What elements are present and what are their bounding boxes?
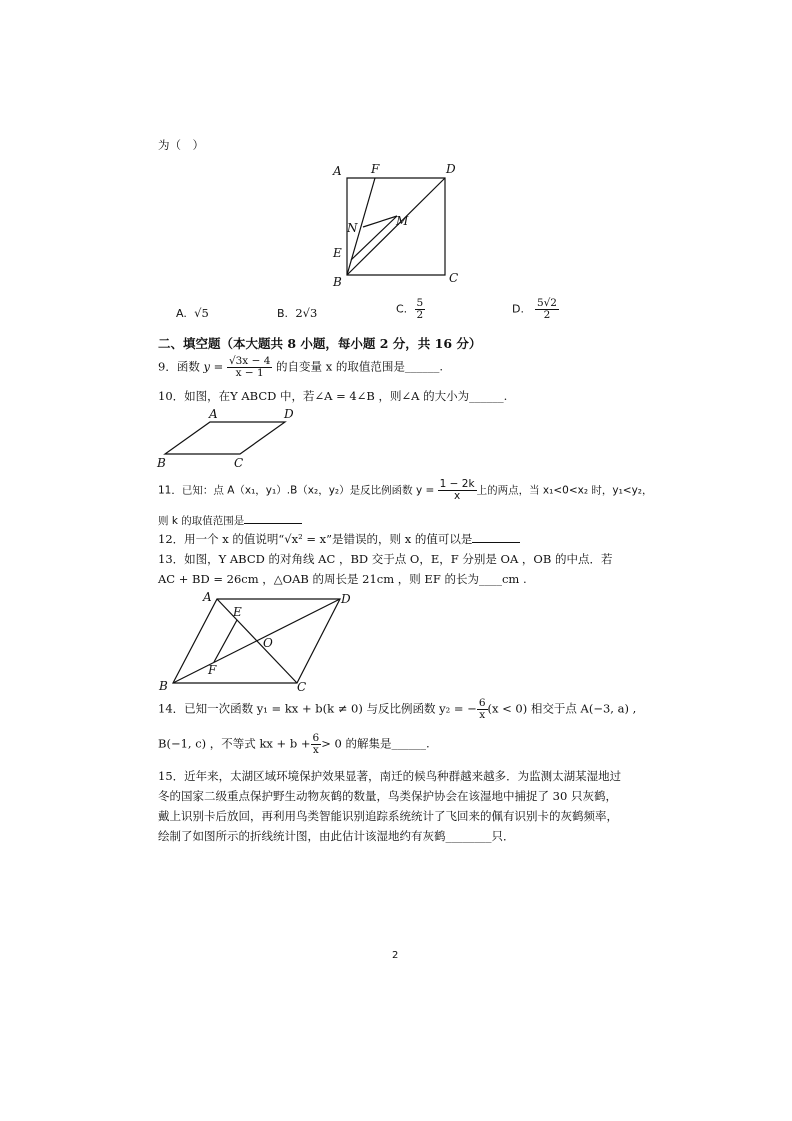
option-a: A. √5	[176, 306, 209, 320]
label-c: C	[297, 680, 307, 694]
label-b: B	[159, 679, 168, 693]
label-e: E	[333, 246, 342, 260]
q10: 10．如图，在Y ABCD 中，若∠A = 4∠B ，则∠A 的大小为______.	[158, 389, 508, 403]
q11-line1: 11．已知：点 A（x₁，y₁）.B（x₂，y₂）是反比例函数 y = $\frac{1 - 2k}{x}$ 上的两点，当 x₁<0<x₂ 时，y₁<y₂，	[158, 478, 653, 502]
label-d: D	[341, 592, 351, 606]
label-a: A	[203, 590, 212, 604]
q15-line2: 冬的国家二级重点保护野生动物灰鹤的数量，鸟类保护协会在该湿地中捕捉了 30 只灰鹤，	[158, 789, 617, 803]
label-o: O	[263, 636, 273, 650]
label-b: B	[157, 456, 166, 470]
q14-line1: 14．已知一次函数 y₁ = kx + b(k ≠ 0) 与反比例函数 y₂ = − $\frac{6}{x}$ (x < 0) 相交于点 A(−3, a) ,	[158, 697, 637, 721]
q13-figure	[155, 587, 365, 697]
q12: 12．用一个 x 的值说明“√x² = x”是错误的，则 x 的值可以是	[158, 531, 520, 547]
q8-tail: 为（ ）	[158, 138, 204, 152]
page-number: 2	[392, 950, 399, 961]
label-m: M	[396, 214, 409, 228]
q14-line2: B(−1, c) ，不等式 kx + b + $\frac{6}{x}$ > 0 的解集是______.	[158, 732, 430, 756]
q13-line1: 13．如图，Y ABCD 的对角线 AC ，BD 交于点 O，E，F 分别是 OA ，OB 的中点．若	[158, 552, 613, 566]
label-c: C	[449, 271, 459, 285]
label-b: B	[333, 275, 342, 289]
q15-line1: 15．近年来，太湖区域环境保护效果显著，南迁的候鸟种群越来越多．为监测太湖某湿地过	[158, 769, 622, 783]
label-a: A	[333, 164, 342, 178]
option-c: C. $\frac{5}{2}$	[396, 297, 424, 321]
q15-line3: 戴上识别卡后放回，再利用鸟类智能识别追踪系统统计了飞回来的佩有识别卡的灰鹤频率，	[158, 809, 618, 823]
q13-line2: AC + BD = 26cm ，△OAB 的周长是 21cm ，则 EF 的长为____cm .	[158, 572, 527, 586]
q15-line4: 绘制了如图所示的折线统计图，由此估计该湿地约有灰鹤________只．	[158, 829, 515, 843]
label-f: F	[371, 162, 380, 176]
label-n: N	[347, 221, 358, 235]
label-d: D	[284, 407, 294, 421]
label-e: E	[233, 605, 242, 619]
q10-figure	[155, 404, 315, 474]
label-a: A	[209, 407, 218, 421]
q11-line2: 则 k 的取值范围是	[158, 513, 302, 528]
label-c: C	[234, 456, 244, 470]
label-f: F	[208, 663, 217, 677]
label-d: D	[446, 162, 456, 176]
option-b: B. 2√3	[277, 306, 318, 320]
option-d: D. $\frac{5√2}{2}$	[512, 297, 557, 321]
section2-title: 二、填空题（本大题共 8 小题，每小题 2 分，共 16 分）	[158, 336, 482, 351]
q9: 9．函数 y = $\frac{√3x - 4}{x - 1}$ 的自变量 x 的取值范围是______.	[158, 355, 443, 379]
q8-figure	[325, 160, 475, 295]
